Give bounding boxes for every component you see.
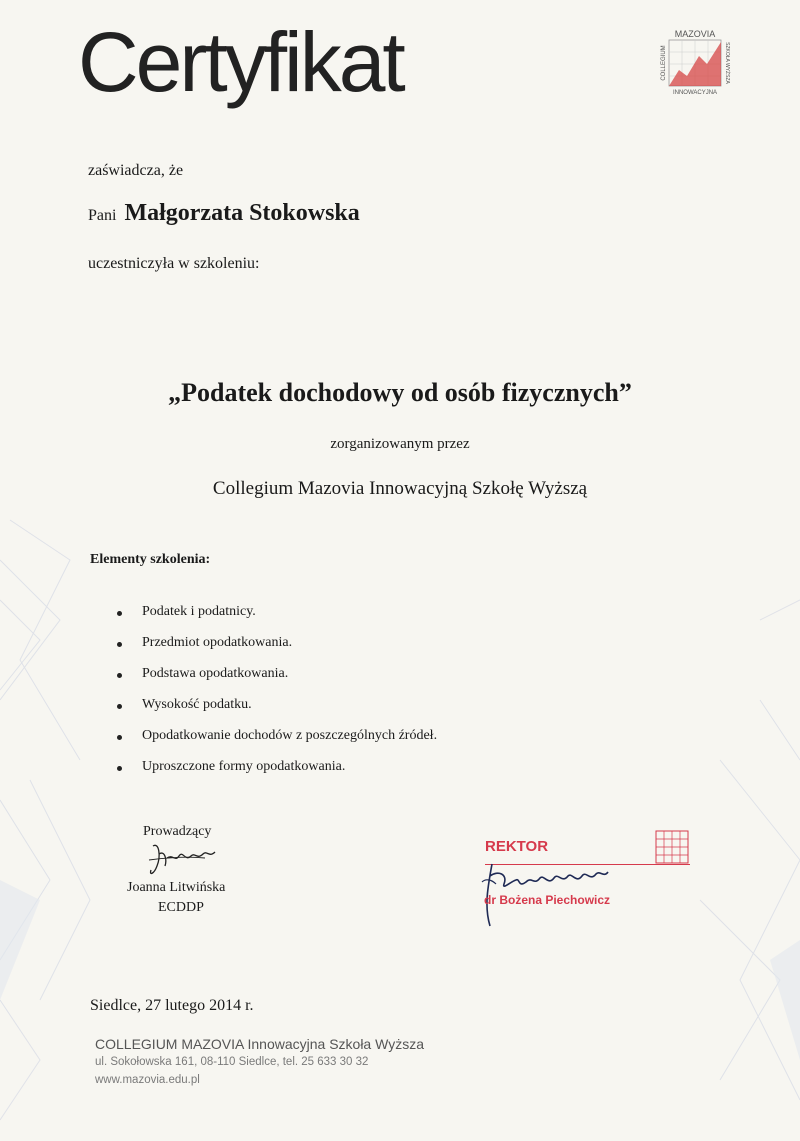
list-item: Wysokość podatku. — [112, 697, 437, 728]
lead-label: Prowadzący — [143, 824, 212, 839]
participated-text: uczestniczyła w szkoleniu: — [88, 255, 260, 272]
recipient-line — [88, 200, 360, 227]
list-item: Podatek i podatnicy. — [112, 604, 437, 635]
rector-stamp-label: REKTOR — [485, 838, 549, 855]
rector-signature — [468, 856, 628, 928]
footer-website: www.mazovia.edu.pl — [95, 1074, 200, 1086]
list-item: Przedmiot opodatkowania. — [112, 635, 437, 666]
institution-name: Collegium Mazovia Innowacyjną Szkołę Wyższą — [212, 478, 588, 499]
certifies-text: zaświadcza, że — [88, 162, 184, 179]
elements-heading: Elementy szkolenia: — [90, 552, 211, 567]
list-item: Opodatkowanie dochodów z poszczególnych źródeł. — [112, 728, 437, 759]
logo-text-left: COLLEGIUM — [661, 45, 667, 81]
certificate-title: Certyfikat — [78, 15, 403, 109]
elements-list — [112, 604, 437, 790]
issue-date: Siedlce, 27 lutego 2014 r. — [90, 997, 254, 1014]
collegium-mazovia-logo — [655, 26, 735, 98]
logo-text-bottom: INNOWACYJNA — [672, 90, 718, 96]
lead-signature — [145, 836, 225, 884]
list-item: Podstawa opodatkowania. — [112, 666, 437, 697]
lead-title: ECDDP — [158, 900, 204, 915]
organized-by-text: zorganizowanym przez — [330, 436, 470, 452]
footer-institution: COLLEGIUM MAZOVIA Innowacyjna Szkoła Wyższa — [95, 1036, 424, 1052]
stamp-grid-icon — [655, 830, 689, 864]
logo-text-top: MAZOVIA — [674, 29, 716, 39]
logo-text-right: SZKOŁA WYŻSZA — [724, 42, 730, 84]
footer-address: ul. Sokołowska 161, 08-110 Siedlce, tel. 25 633 30 32 — [95, 1056, 369, 1068]
recipient-prefix: Pani — [88, 207, 117, 224]
list-item: Uproszczone formy opodatkowania. — [112, 759, 437, 790]
recipient-name: Małgorzata Stokowska — [124, 200, 360, 226]
lead-name: Joanna Litwińska — [127, 880, 226, 895]
course-title: „Podatek dochodowy od osób fizycznych” — [168, 378, 632, 407]
rector-name: dr Bożena Piechowicz — [484, 893, 611, 907]
